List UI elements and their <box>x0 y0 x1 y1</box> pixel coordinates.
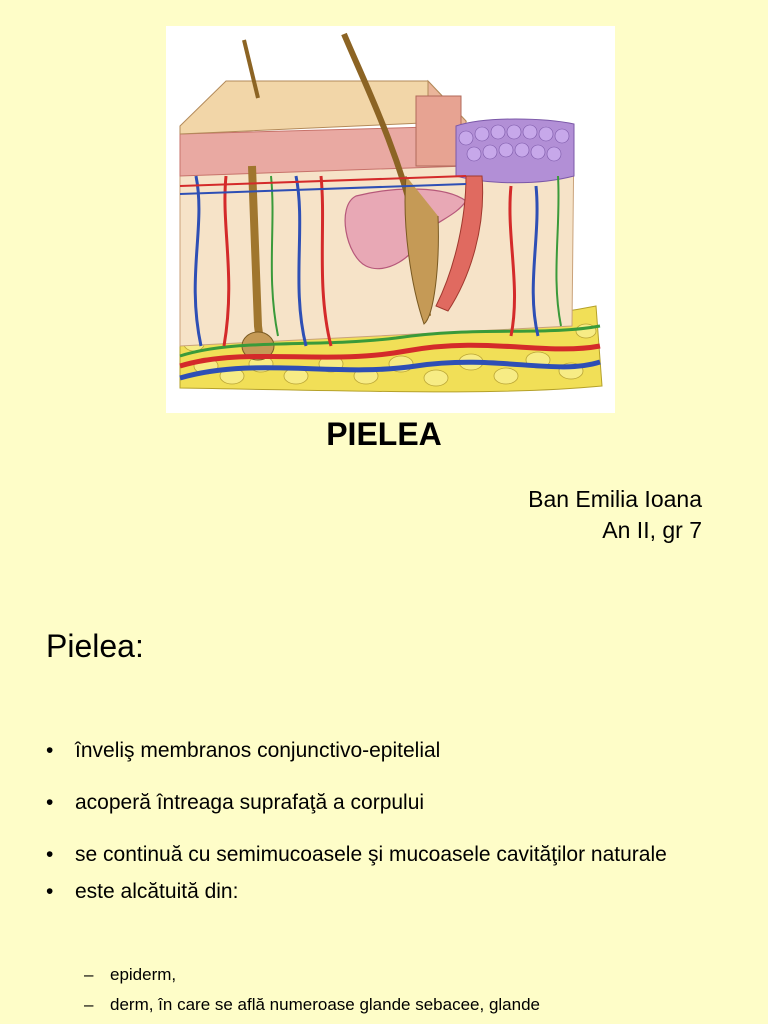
list-item <box>46 832 722 877</box>
bullet-icon: • <box>46 880 54 903</box>
list-item <box>46 728 722 773</box>
author-name: Ban Emilia Ioana <box>528 486 702 512</box>
skin-diagram <box>166 26 615 413</box>
sub-list <box>84 960 724 1020</box>
sub-list-item <box>84 990 724 1020</box>
bullet-icon: • <box>46 739 54 762</box>
list-item-text: acoperă întreaga suprafaţă a corpului <box>75 791 425 814</box>
page-title: PIELEA <box>326 416 442 452</box>
dash-icon: – <box>84 995 94 1014</box>
sub-list-item <box>84 960 724 990</box>
bullet-list <box>46 728 722 911</box>
dash-icon: – <box>84 965 94 984</box>
list-item <box>46 780 722 825</box>
section-heading: Pielea: <box>46 628 144 664</box>
author-block <box>528 484 702 546</box>
list-item <box>46 873 722 911</box>
list-item-text: se continuă cu semimucoasele şi mucoasele cavităţilor naturale <box>75 843 667 866</box>
bullet-icon: • <box>46 791 54 814</box>
skin-cross-section-illustration <box>166 26 615 413</box>
author-group: An II, gr 7 <box>602 517 702 543</box>
bullet-icon: • <box>46 843 54 866</box>
sub-list-item-text: derm, în care se află numeroase glande sebacee, glande <box>110 995 540 1014</box>
list-item-text: este alcătuită din: <box>75 880 239 903</box>
list-item-text: înveliş membranos conjunctivo-epitelial <box>75 739 441 762</box>
sub-list-item-text: epiderm, <box>110 965 177 984</box>
